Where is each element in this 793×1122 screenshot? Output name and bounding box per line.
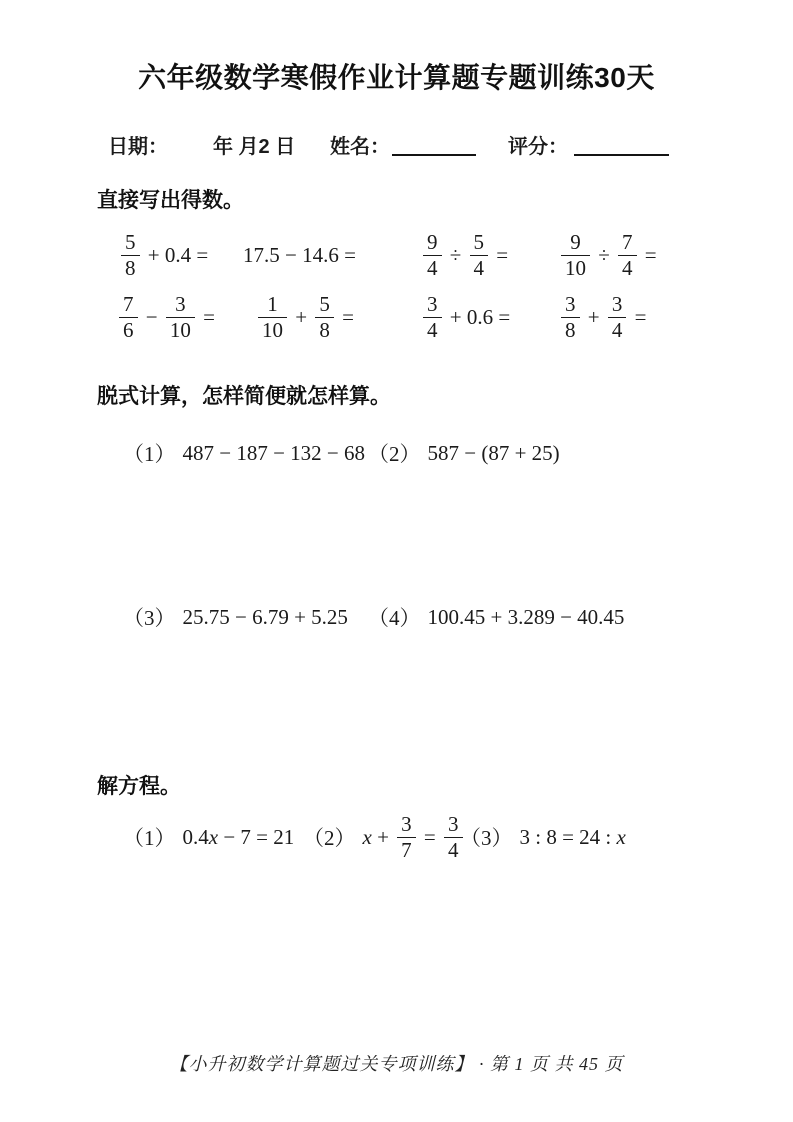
math-text: − [140, 304, 163, 329]
name-label: 姓名： [330, 136, 390, 158]
math-text: + 0.6 = [444, 304, 511, 329]
equations-row [0, 806, 793, 868]
page-title: 六年级数学寒假作业计算题专题训练30天 [138, 62, 655, 93]
problem-number: （2） [303, 826, 356, 850]
math-text: 3 : 8 = 24 : [519, 824, 617, 849]
fraction: $\frac{7}{4}$ [618, 230, 637, 279]
problem-expression [183, 808, 295, 866]
fraction: $\frac{5}{4}$ [470, 230, 489, 279]
math-text: = [336, 304, 354, 329]
math-problem [303, 806, 466, 868]
name-blank-line [392, 130, 476, 156]
math-problem [558, 226, 657, 284]
math-text: = [491, 242, 509, 267]
footer-page-info: 【小升初数学计算题过关专项训练】 · 第 1 页 共 45 页 [169, 1054, 624, 1074]
score-label: 评分： [508, 136, 568, 158]
problem-expression [428, 605, 625, 630]
step-calc-row-1 [0, 438, 793, 468]
math-problem [368, 438, 560, 468]
math-problem [243, 226, 356, 284]
math-text: 25.75 − 6.79 + 5.25 [182, 604, 348, 629]
section1-heading: 直接写出得数。 [97, 189, 244, 212]
score-blank-line [574, 130, 669, 156]
math-problem [123, 438, 365, 468]
math-text: 0.4 [182, 824, 209, 849]
math-variable: x [362, 824, 372, 849]
fraction: $\frac{5}{8}$ [315, 292, 334, 341]
math-problem [558, 288, 646, 346]
problem-expression [363, 808, 466, 866]
math-text: + [582, 304, 605, 329]
math-problem [123, 602, 348, 632]
oral-calc-row-2 [0, 288, 793, 346]
math-text: 17.5 − 14.6 = [243, 242, 356, 267]
section3-heading: 解方程。 [97, 775, 181, 798]
date-fields: 年 月2 日 [213, 136, 296, 158]
math-text: ÷ [593, 242, 616, 267]
math-text: 587 − (87 + 25) [427, 440, 560, 465]
math-problem [420, 288, 510, 346]
header-row [0, 128, 793, 162]
math-problem [368, 602, 624, 632]
fraction: $\frac{7}{6}$ [119, 292, 138, 341]
math-variable: x [616, 824, 626, 849]
problem-number: （3） [460, 826, 513, 850]
fraction: $\frac{3}{10}$ [166, 292, 195, 341]
math-problem [420, 226, 508, 284]
fraction: $\frac{1}{10}$ [258, 292, 287, 341]
fraction: $\frac{3}{4}$ [423, 292, 442, 341]
math-problem [460, 806, 626, 868]
problem-number: （4） [368, 606, 421, 630]
math-text: + [371, 824, 395, 849]
math-text: ÷ [444, 242, 467, 267]
math-text: = [197, 304, 215, 329]
math-text: 487 − 187 − 132 − 68 [182, 440, 366, 465]
section2-heading: 脱式计算，怎样简便就怎样算。 [97, 385, 391, 408]
math-problem [118, 226, 208, 284]
problem-expression [428, 441, 560, 466]
math-text: + 0.4 = [142, 242, 209, 267]
fraction: $\frac{3}{4}$ [444, 812, 463, 861]
problem-expression [183, 605, 348, 630]
fraction: $\frac{9}{10}$ [561, 230, 590, 279]
problem-number: （1） [123, 442, 176, 466]
date-label: 日期： [108, 136, 168, 158]
problem-expression [183, 441, 366, 466]
math-text: + [290, 304, 313, 329]
fraction: $\frac{3}{8}$ [561, 292, 580, 341]
math-text: = [629, 304, 647, 329]
math-text: − 7 = 21 [218, 824, 295, 849]
problem-number: （2） [368, 442, 421, 466]
step-calc-row-2 [0, 602, 793, 632]
math-problem [123, 806, 294, 868]
fraction: $\frac{9}{4}$ [423, 230, 442, 279]
fraction: $\frac{3}{4}$ [608, 292, 627, 341]
math-variable: x [208, 824, 219, 849]
problem-number: （3） [123, 606, 176, 630]
math-problem [116, 288, 215, 346]
problem-number: （1） [123, 826, 176, 850]
fraction: $\frac{3}{7}$ [397, 812, 416, 861]
math-text: = [639, 242, 657, 267]
problem-expression [520, 808, 626, 866]
fraction: $\frac{5}{8}$ [121, 230, 140, 279]
math-problem [255, 288, 354, 346]
math-text: 100.45 + 3.289 − 40.45 [427, 604, 625, 629]
oral-calc-row-1 [0, 226, 793, 284]
math-text: = [418, 824, 442, 849]
